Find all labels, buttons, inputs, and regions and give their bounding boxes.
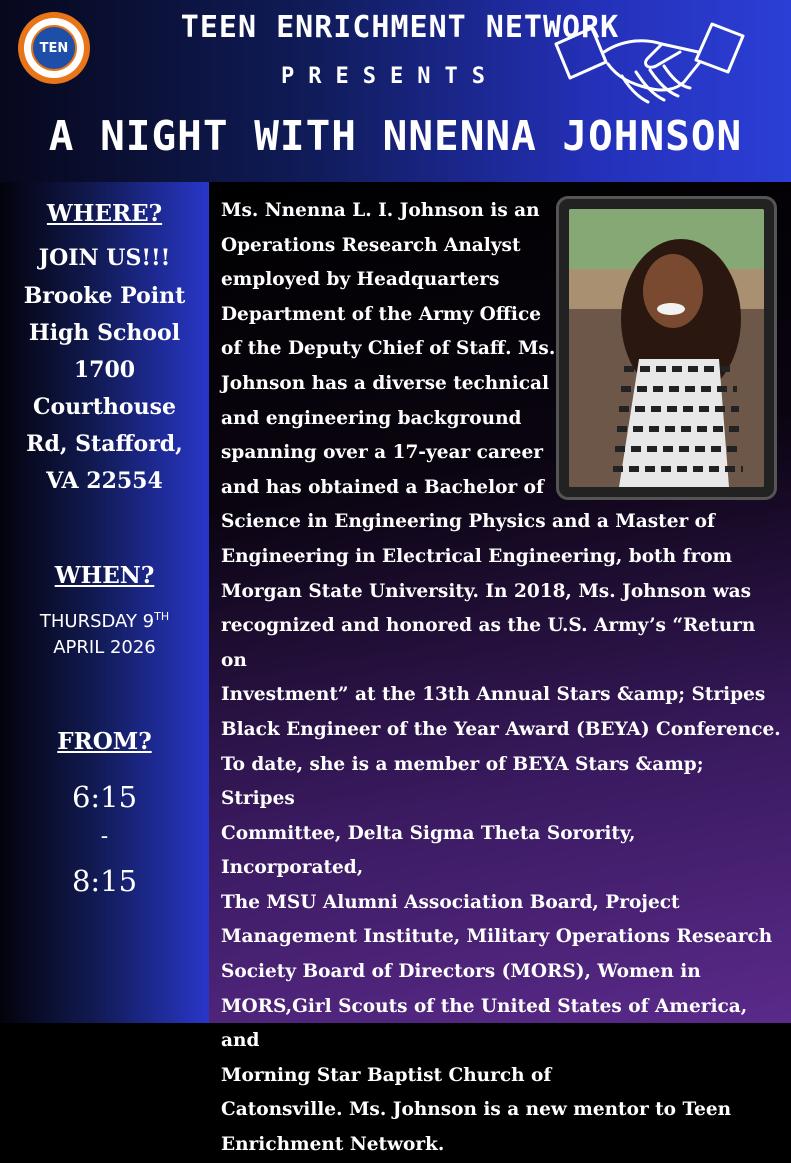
from-heading: FROM? (57, 728, 152, 755)
bio-line: and engineering background (221, 407, 522, 429)
where-line: 1700 (73, 357, 136, 383)
org-name: TEEN ENRICHMENT NETWORK (180, 10, 620, 45)
bio-line: Department of the Army Office (221, 303, 541, 325)
where-line: Courthouse (33, 394, 176, 420)
bio-line: Science in Engineering Physics and a Master of (221, 511, 715, 533)
bio-line: Management Institute, Military Operations Research (221, 926, 773, 948)
bio-line: Operations Research Analyst (221, 234, 521, 256)
bio-line: Enrichment Network. (221, 1134, 445, 1156)
bio-line: Committee, Delta Sigma Theta Sorority, Incorporated, (221, 822, 636, 879)
when-day-suffix: TH (154, 610, 170, 623)
bio-line: Ms. Nnenna L. I. Johnson is an (221, 200, 540, 221)
when-day (0, 602, 209, 637)
bio-line: employed by Headquarters (221, 269, 500, 291)
bio-line: of the Deputy Chief of Staff. Ms. (221, 338, 556, 360)
ten-logo (18, 12, 90, 84)
bio-line: To date, she is a member of BEYA Stars &amp; Stripes (221, 753, 704, 810)
bio-line: Morgan State University. In 2018, Ms. Johnson was (221, 580, 752, 602)
time-separator: - (100, 824, 109, 849)
handshake-icon (552, 22, 747, 110)
speaker-bio (221, 194, 781, 1163)
presents-label: PRESENTS (281, 64, 499, 89)
where-line: High School (28, 320, 181, 346)
bio-line: spanning over a 17-year career (221, 442, 543, 464)
bio-line: Catonsville. Ms. Johnson is a new mentor to Teen (221, 1099, 732, 1121)
bio-line: The MSU Alumni Association Board, Project (221, 891, 680, 913)
bio-panel (209, 182, 791, 1156)
where-line: VA 22554 (46, 468, 163, 494)
where-line: Brooke Point (23, 283, 186, 309)
logo-ring (24, 18, 84, 78)
bio-line: Investment” at the 13th Annual Stars &amp; Stripes (221, 684, 766, 706)
bio-line: Society Board of Directors (MORS), Women in (221, 961, 701, 983)
when-heading: WHEN? (54, 562, 155, 589)
bio-line: and has obtained a Bachelor of (221, 476, 544, 498)
header-banner (0, 0, 791, 182)
event-title: A NIGHT WITH NNENNA JOHNSON (48, 112, 743, 160)
event-details-sidebar (0, 182, 209, 1023)
when-month-year: APRIL 2026 (53, 637, 156, 658)
bio-line: Johnson has a diverse technical (221, 372, 550, 394)
where-line: Rd, Stafford, (26, 431, 183, 457)
bio-line: recognized and honored as the U.S. Army’s “Return on (221, 615, 756, 671)
where-heading: WHERE? (46, 200, 163, 227)
when-day-text: THURSDAY 9 (39, 611, 155, 632)
time-end: 8:15 (71, 864, 138, 898)
bio-line: Black Engineer of the Year Award (BEYA) Conference. (221, 718, 781, 740)
bio-line: Morning Star Baptist Church of (221, 1064, 552, 1086)
bio-line: MORS,Girl Scouts of the United States of America, and (221, 995, 748, 1052)
time-start: 6:15 (71, 780, 138, 814)
bio-line: Engineering in Electrical Engineering, both from (221, 545, 733, 567)
logo-badge: TEN (31, 25, 77, 71)
where-line: JOIN US!!! (38, 245, 171, 271)
